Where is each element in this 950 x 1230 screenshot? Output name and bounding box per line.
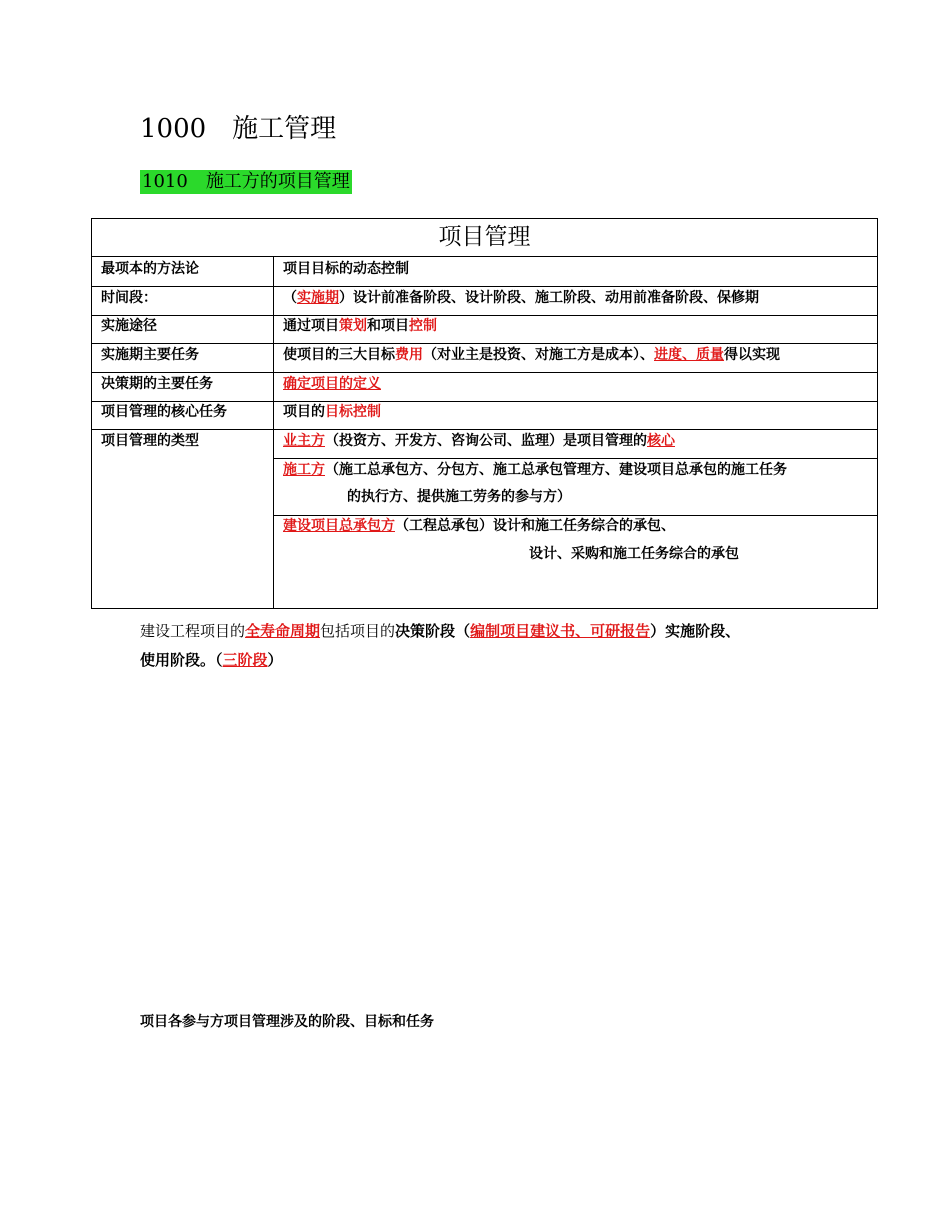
heading-1-text: 施工管理	[232, 114, 337, 144]
text: （	[455, 622, 471, 640]
text: ）实施阶段、	[650, 622, 741, 640]
row-value	[283, 287, 759, 309]
text: 使用阶段。（	[140, 651, 223, 669]
text: （	[283, 290, 297, 306]
heading-2-number: 1010	[142, 171, 188, 192]
highlight: 实施期	[297, 290, 339, 306]
highlight: 全寿命周期	[245, 622, 321, 640]
highlight: 核心	[647, 433, 675, 449]
text: （施工总承包方、分包方、施工总承包管理方、建设项目总承包的施工任务	[325, 462, 787, 478]
row-label: 实施途径	[101, 318, 157, 334]
row-value	[283, 315, 437, 337]
text: 项目的	[283, 404, 325, 420]
highlight: 施工方	[283, 462, 325, 478]
heading-1-number: 1000	[140, 114, 207, 144]
highlight: 业主方	[283, 433, 325, 449]
row-value	[283, 373, 381, 395]
highlight: 确定项目的定义	[283, 376, 381, 392]
row-label: 项目管理的核心任务	[101, 404, 227, 420]
highlight: 目标控制	[325, 404, 381, 420]
text: （投资方、开发方、咨询公司、监理）是项目管理的	[325, 433, 647, 449]
lifecycle-paragraph-line2	[140, 649, 283, 671]
text: 通过项目	[283, 318, 339, 334]
highlight: 控制	[409, 318, 437, 334]
row-label: 决策期的主要任务	[101, 376, 213, 392]
type-contractor-cont: 的执行方、提供施工劳务的参与方）	[347, 489, 571, 505]
highlight: 三阶段	[222, 651, 268, 669]
row-label: 项目管理的类型	[101, 433, 199, 449]
row-value	[283, 401, 381, 423]
heading-2-text: 施工方的项目管理	[205, 171, 350, 192]
row-label: 时间段：	[101, 290, 157, 306]
text: 建设工程项目的	[140, 622, 246, 640]
highlight: 建设项目总承包方	[283, 518, 395, 534]
highlight: 费用	[395, 347, 423, 363]
heading-2	[140, 170, 352, 194]
text: 得以实现	[724, 347, 780, 363]
text: ）设计前准备阶段、设计阶段、施工阶段、动用前准备阶段、保修期	[339, 290, 759, 306]
type-general-contractor-cont: 设计、采购和施工任务综合的承包	[529, 546, 739, 562]
highlight: 编制项目建议书、可研报告	[470, 622, 651, 640]
column-divider	[273, 257, 274, 609]
text: （对业主是投资、对施工方是成本）、	[423, 347, 654, 363]
heading-1	[140, 112, 336, 146]
row-value	[283, 344, 780, 366]
type-owner	[283, 430, 675, 452]
lifecycle-paragraph-line1	[140, 620, 740, 642]
text: 决策阶段	[395, 622, 456, 640]
text: 使项目的三大目标	[283, 347, 395, 363]
footer-note: 项目各参与方项目管理涉及的阶段、目标和任务	[140, 1014, 434, 1030]
row-divider	[92, 315, 877, 316]
type-contractor	[283, 459, 787, 481]
text: 和项目	[367, 318, 409, 334]
highlight: 策划	[339, 318, 367, 334]
highlight: 进度、质量	[654, 347, 724, 363]
text: 包括项目的	[320, 622, 396, 640]
text: ）	[267, 651, 283, 669]
row-label: 最项本的方法论	[101, 261, 199, 277]
row-label: 实施期主要任务	[101, 347, 199, 363]
table-title: 项目管理	[92, 219, 877, 257]
type-general-contractor	[283, 515, 675, 537]
text: （工程总承包）设计和施工任务综合的承包、	[395, 518, 675, 534]
row-value: 项目目标的动态控制	[283, 261, 409, 277]
project-management-table	[91, 218, 878, 609]
